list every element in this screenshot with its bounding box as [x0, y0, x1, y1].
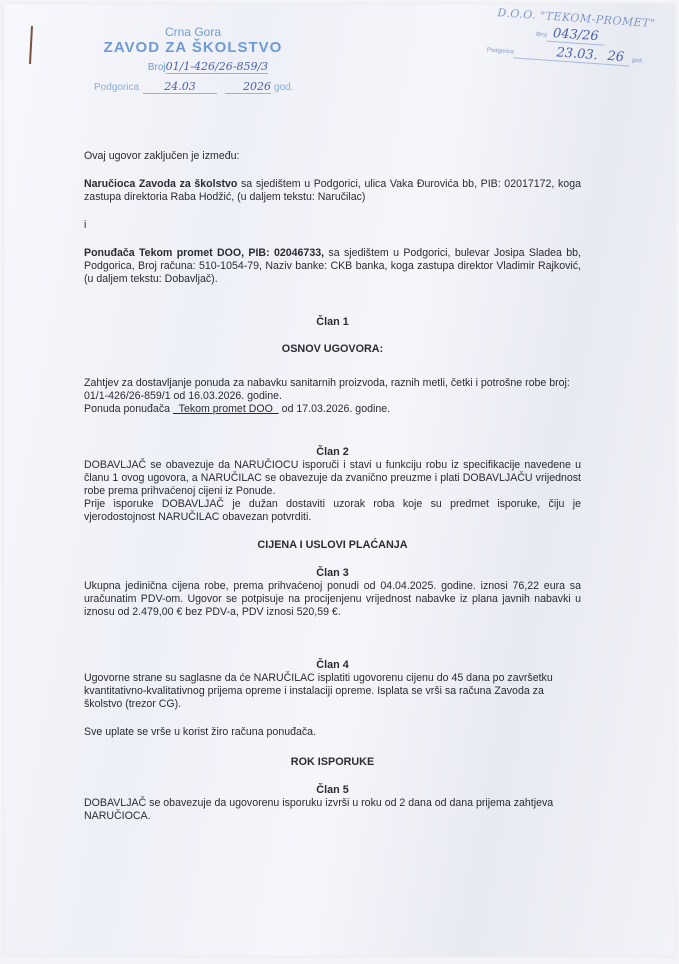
contract-page [4, 4, 675, 956]
party-2 [84, 247, 581, 286]
clan-1-text: Zahtjev za dostavljanje ponuda za nabavku sanitarnih proizvoda, raznih metli, četki i potrošne robe broj: 01/1-426/26-859/1 od 16.03.2026. godine. [84, 377, 570, 402]
clan-2-text-2: Prije isporuke DOBAVLJAČ je dužan dostaviti uzorak roba koje su predmet isporuke, čiju je vjerodostojnost NARUČILAC obavezan potvrditi. [84, 498, 581, 523]
clan-4-title: Član 4 [316, 659, 349, 671]
party-2-details: sa sjedištem u Podgorici, bulevar Josipa Sladea bb, Podgorica, Broj računa: 510-1054-79, Naziv banke: CKB banka, koga zastupa direktor Vladimir Rajković, (u daljem tekstu: Dobavljač). [84, 247, 581, 285]
intro-text: Ovaj ugovor zaključen je između: [84, 150, 240, 162]
supplier-stamp-organization: D.O.O. "TEKOM-PROMET" [497, 6, 657, 31]
section-delivery-heading: ROK ISPORUKE [290, 756, 375, 768]
conjunction: i [84, 219, 87, 231]
party-1-details: sa sjedištem u Podgorici, ulica Vaka Đurovića bb, PIB: 02017172, koga zastupa direktoria Raba Hodžić, (u daljem tekstu: Naručilac) [84, 178, 581, 203]
clan-1-heading: OSNOV UGOVORA: [281, 343, 384, 355]
stamp-number-row [88, 60, 298, 74]
supplier-stamp [486, 6, 674, 70]
stamp-year-value: 2026 [225, 80, 271, 94]
stamp-city-label: Podgorica [94, 82, 140, 93]
clan-3-text: Ukupna jedinična cijena robe, prema prihvaćenoj ponudi od 04.04.2025. godine. iznosi 76,22 eura sa uračunatim PDV-om. Ugovor se potpisuje na procijenjenu vrijednost nabavke iz plana javnih nabavki u iznosu od 2.479,00 € bez PDV-a, PDV iznosi 520,59 €. [84, 580, 581, 618]
supplier-stamp-year-suffix: god. [631, 57, 644, 65]
clan-1-offer [84, 403, 581, 416]
stamp-year-suffix: god. [274, 82, 294, 93]
supplier-stamp-city-label: Podgorica [486, 47, 515, 56]
offer-prefix: Ponuda ponuđača [84, 403, 173, 415]
party-1-name: Naručioca Zavoda za školstvo [84, 178, 238, 190]
clan-5-title: Član 5 [316, 784, 349, 796]
section-price-heading: CIJENA I USLOVI PLAĆANJA [257, 539, 408, 551]
stamp-number-value: 01/1-426/26-859/3 [165, 60, 269, 73]
clan-5-text: DOBAVLJAČ se obavezuje da ugovorenu isporuku izvrši u roku od 2 dana od dana prijema zahtjeva NARUČIOCA. [84, 797, 554, 822]
supplier-stamp-number-value: 043/26 [546, 26, 605, 46]
clan-3-title: Član 3 [316, 567, 349, 579]
institution-stamp [88, 26, 298, 94]
clan-4-text-1: Ugovorne strane su saglasne da će NARUČILAC isplatiti ugovorenu cijenu do 45 dana po završetku kvantitativno-kvalitativnog prijema opreme i instalaciji opreme. Isplata se vrši sa računa Zavoda za školstvo (trezor CG). [84, 672, 553, 710]
stamp-organization: ZAVOD ZA ŠKOLSTVO [103, 39, 283, 56]
clan-2-title: Član 2 [316, 446, 349, 458]
supplier-stamp-number-label: Broj [535, 31, 547, 39]
margin-pen-mark [29, 26, 33, 64]
contract-body [84, 150, 581, 823]
offer-suffix: od 17.03.2026. godine. [278, 403, 391, 415]
offer-supplier-name: Tekom promet DOO [172, 403, 279, 415]
stamp-date-value: 24.03 [143, 80, 217, 94]
clan-1-title: Član 1 [316, 316, 349, 328]
supplier-stamp-year-value: 26 [601, 49, 630, 67]
clan-2-text-1: DOBAVLJAČ se obavezuje da NARUČIOCU isporuči i stavi u funkciju robu iz specifikacije navedene u članu 1 ovog ugovora, a NARUČILAC se obavezuje da zvanično preuzme i plati DOBAVLJAČU vrijednost robe prema prihvaćenoj cijeni iz Ponude. [84, 459, 581, 497]
stamp-date-row [88, 80, 298, 94]
stamp-country: Crna Gora [164, 25, 222, 39]
party-2-name: Ponuđača Tekom promet DOO, PIB: 02046733, [84, 247, 325, 259]
party-1 [84, 178, 581, 204]
stamp-number-label: Broj [147, 62, 166, 73]
clan-4-text-2: Sve uplate se vrše u korist žiro računa ponuđača. [84, 726, 317, 738]
supplier-stamp-date-value: 23.03. [513, 42, 602, 64]
